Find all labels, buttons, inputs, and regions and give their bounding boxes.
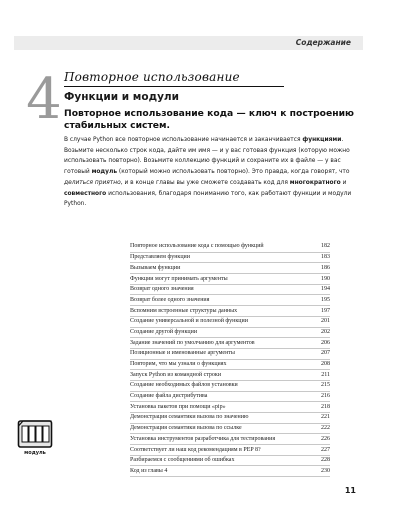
toc-entry-page: 186 bbox=[321, 264, 330, 271]
intro-text: , и в конце главы вы уже сможете создавать код для bbox=[120, 179, 290, 186]
toc-entry-title: Создание необходимых файлов установки bbox=[130, 382, 238, 389]
toc-entry-page: 227 bbox=[321, 446, 330, 453]
chapter-title: Функции и модули bbox=[64, 91, 179, 103]
intro-emphasis: многократного bbox=[289, 179, 341, 186]
toc-entry-page: 215 bbox=[321, 382, 330, 389]
toc-entry[interactable] bbox=[130, 349, 330, 360]
toc-entry[interactable] bbox=[130, 370, 330, 381]
toc-entry[interactable] bbox=[130, 253, 330, 264]
intro-emphasis: функциями bbox=[302, 137, 342, 143]
toc-entry-page: 228 bbox=[321, 457, 330, 464]
toc-entry-title: Повторное использование кода с помощью функций bbox=[130, 243, 264, 250]
toc-entry-title: Демонстрация семантики вызова по ссылке bbox=[130, 425, 242, 432]
toc-entry[interactable] bbox=[130, 424, 330, 435]
toc-entry-page: 197 bbox=[321, 307, 330, 314]
section-title: Содержание bbox=[295, 38, 351, 47]
toc-entry-page: 222 bbox=[321, 425, 330, 432]
toc-entry-page: 202 bbox=[321, 328, 330, 335]
intro-italic: делиться приятно bbox=[64, 179, 121, 186]
toc-entry[interactable] bbox=[130, 456, 330, 467]
toc-entry[interactable] bbox=[130, 242, 330, 253]
toc-entry-title: Вызываем функции bbox=[130, 264, 181, 271]
toc-entry[interactable] bbox=[130, 402, 330, 413]
toc-entry-page: 194 bbox=[321, 286, 330, 293]
intro-emphasis: модуль bbox=[91, 169, 118, 176]
intro-paragraph bbox=[64, 135, 360, 210]
intro-text: и bbox=[340, 179, 347, 186]
toc-entry-page: 201 bbox=[321, 318, 330, 325]
toc-entry-title: Код из главы 4 bbox=[130, 467, 168, 474]
toc-entry-title: Функции могут принимать аргументы bbox=[130, 275, 228, 282]
toc-entry-title: Запуск Python из командной строки bbox=[130, 371, 222, 378]
toc-entry-page: 221 bbox=[321, 414, 330, 421]
illustration-label: модуль bbox=[24, 450, 46, 456]
toc-entry-page: 218 bbox=[321, 403, 330, 410]
module-box-icon bbox=[17, 417, 53, 449]
toc-entry-page: 216 bbox=[321, 393, 330, 400]
toc-entry-page: 190 bbox=[321, 275, 330, 282]
intro-text: (который можно использовать повторно). Это правда, когда говорят, что bbox=[117, 169, 350, 176]
toc-entry-title: Возврат одного значения bbox=[130, 286, 194, 293]
toc-entry-title: Создание другой функции bbox=[130, 328, 198, 335]
toc-entry[interactable] bbox=[130, 285, 330, 296]
toc-entry-page: 211 bbox=[321, 371, 330, 378]
toc-entry[interactable] bbox=[130, 445, 330, 456]
toc-entry-page: 226 bbox=[321, 435, 330, 442]
toc-entry-title: Установка инструментов разработчика для тестирования bbox=[130, 435, 276, 442]
toc-entry-title: Возврат более одного значения bbox=[130, 296, 210, 303]
toc-entry-title: Создание универсальной и полезной функции bbox=[130, 318, 248, 325]
toc-entry-title: Создание файла дистрибутива bbox=[130, 393, 208, 400]
intro-emphasis: совместного bbox=[64, 190, 107, 197]
toc-entry-page: 208 bbox=[321, 361, 330, 368]
toc-entry-title: Представляем функции bbox=[130, 254, 190, 261]
toc-entry[interactable] bbox=[130, 392, 330, 403]
toc-entry[interactable] bbox=[130, 328, 330, 339]
table-of-contents bbox=[130, 242, 330, 477]
toc-entry-page: 206 bbox=[321, 339, 330, 346]
toc-entry[interactable] bbox=[130, 317, 330, 328]
toc-entry[interactable] bbox=[130, 381, 330, 392]
chapter-subtitle: Повторное использование кода — ключ к построению стабильных систем. bbox=[64, 108, 354, 131]
toc-entry-title: Разбираемся с сообщениями об ошибках bbox=[130, 457, 235, 464]
toc-entry[interactable] bbox=[130, 466, 330, 477]
toc-entry[interactable] bbox=[130, 360, 330, 371]
toc-entry[interactable] bbox=[130, 434, 330, 445]
toc-entry-title: Задание значений по умолчанию для аргументов bbox=[130, 339, 255, 346]
toc-entry-title: Установка пакетов при помощи «pip» bbox=[130, 403, 226, 410]
toc-entry-page: 183 bbox=[321, 254, 330, 261]
page-number: 11 bbox=[344, 486, 356, 495]
toc-entry[interactable] bbox=[130, 306, 330, 317]
toc-entry[interactable] bbox=[130, 413, 330, 424]
toc-entry[interactable] bbox=[130, 263, 330, 274]
intro-text: . Возьмите несколько строк кода, дайте им имя — и у вас готовая функция (которую можно использовать повторно). Возьмите коллекцию функций и сохраните их в файле — у вас готовый bbox=[64, 137, 350, 176]
toc-entry-title: Повторим, что мы узнали о функциях bbox=[130, 361, 227, 368]
intro-text: использования, благодаря пониманию того, как работают функции и модули Python. bbox=[64, 190, 352, 208]
toc-entry-page: 207 bbox=[321, 350, 330, 357]
header-bar bbox=[14, 36, 363, 50]
toc-entry[interactable] bbox=[130, 338, 330, 349]
intro-text: В случае Python все повторное использование начинается и заканчивается bbox=[64, 137, 303, 143]
chapter-deco-title: Повторное использование bbox=[64, 70, 284, 87]
toc-entry-page: 195 bbox=[321, 296, 330, 303]
toc-entry[interactable] bbox=[130, 295, 330, 306]
toc-entry-page: 230 bbox=[321, 467, 330, 474]
toc-entry-page: 182 bbox=[321, 243, 330, 250]
toc-entry-title: Вспомним встроенные структуры данных bbox=[130, 307, 238, 314]
toc-entry-title: Демонстрация семантики вызова по значению bbox=[130, 414, 249, 421]
toc-entry-title: Позиционные и именованные аргументы bbox=[130, 350, 235, 357]
chapter-number: 4 bbox=[26, 67, 62, 132]
toc-entry[interactable] bbox=[130, 274, 330, 285]
toc-entry-title: Соответствует ли наш код рекомендациям в PEP 8? bbox=[130, 446, 261, 453]
